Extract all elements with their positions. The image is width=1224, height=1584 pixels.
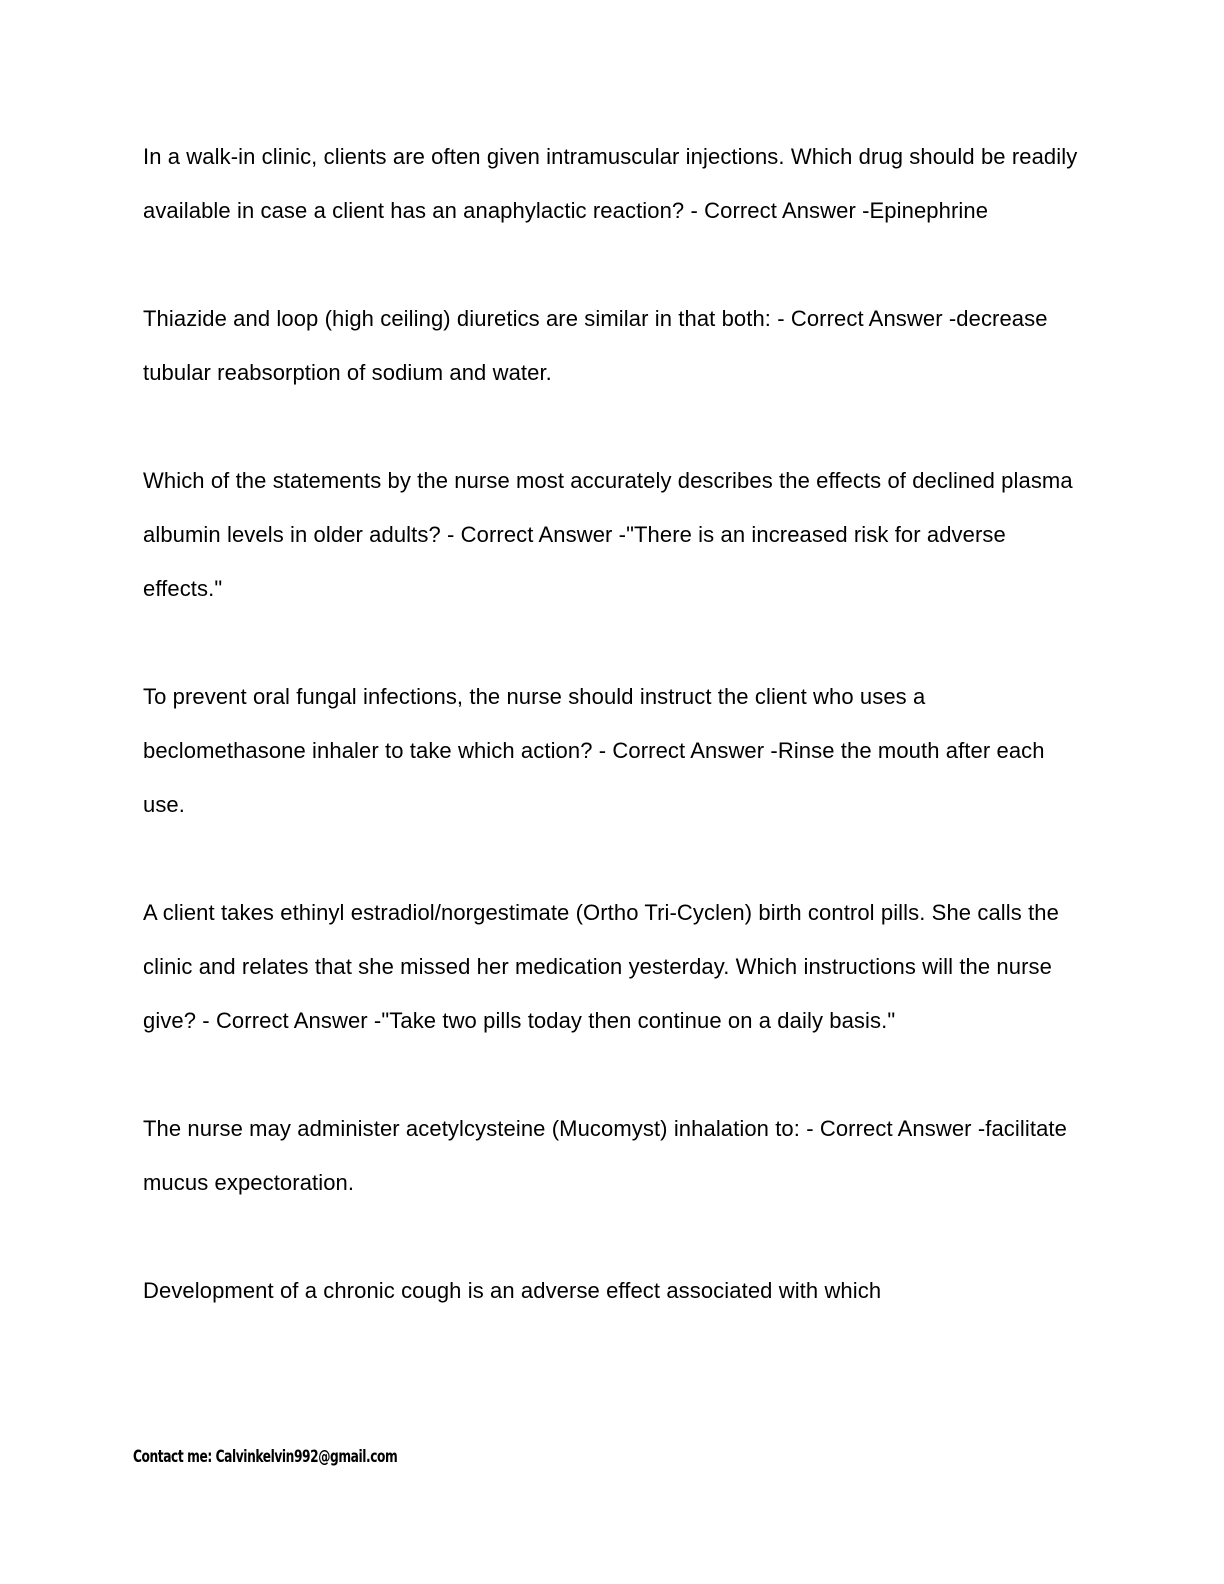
- question-answer-paragraph: Which of the statements by the nurse most accurately describes the effects of declined plasma albumin levels in older adults? - Correct Answer -"There is an increased risk for adverse effects.": [143, 468, 1073, 601]
- question-answer-paragraph: The nurse may administer acetylcysteine (Mucomyst) inhalation to: - Correct Answer -facilitate mucus expectoration.: [143, 1116, 1067, 1195]
- contact-footer: Contact me: Calvinkelvin992@gmail.com: [133, 1447, 398, 1467]
- question-answer-paragraph: Development of a chronic cough is an adverse effect associated with which: [143, 1278, 882, 1303]
- question-answer-paragraph: In a walk-in clinic, clients are often given intramuscular injections. Which drug should be readily available in case a client has an anaphylactic reaction? - Correct Answer -Epinephrine: [143, 144, 1078, 223]
- question-answer-paragraph: A client takes ethinyl estradiol/norgestimate (Ortho Tri-Cyclen) birth control pills. She calls the clinic and relates that she missed her medication yesterday. Which instructions will the nurse give? - Correct Answer -"Take two pills today then continue on a daily basis.": [143, 900, 1059, 1033]
- document-body: [143, 130, 1078, 1372]
- question-answer-paragraph: Thiazide and loop (high ceiling) diuretics are similar in that both: - Correct Answer -decrease tubular reabsorption of sodium and water.: [143, 306, 1048, 385]
- question-answer-paragraph: To prevent oral fungal infections, the nurse should instruct the client who uses a beclomethasone inhaler to take which action? - Correct Answer -Rinse the mouth after each use.: [143, 684, 1045, 817]
